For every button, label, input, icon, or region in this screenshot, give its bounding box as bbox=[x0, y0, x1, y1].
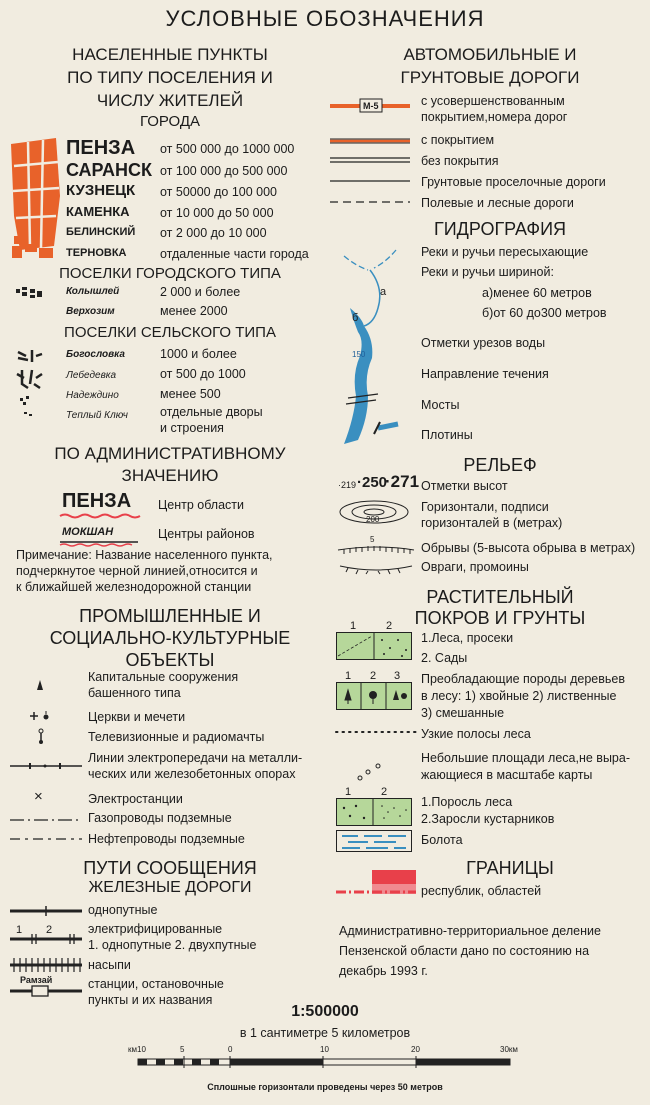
industrial-item-8: Газопроводы подземные bbox=[88, 811, 232, 825]
industrial-heading-2: СОЦИАЛЬНО-КУЛЬТУРНЫЕ bbox=[49, 628, 291, 648]
urban-range-1: 2 000 и более bbox=[160, 285, 241, 299]
scale-tick-4: 10 bbox=[320, 1045, 329, 1054]
rural-name-2: Лебедевка bbox=[66, 370, 117, 381]
scale-tick-6: 30км bbox=[500, 1045, 518, 1054]
admin-division-note-3: декабрь 1993 г. bbox=[339, 964, 428, 978]
industrial-heading-1: ПРОМЫШЛЕННЫЕ И bbox=[79, 606, 261, 626]
urban-name-2: Верхозим bbox=[66, 306, 115, 317]
industrial-item-9: Нефтепроводы подземные bbox=[88, 832, 245, 846]
radio-mast-icon bbox=[36, 728, 46, 744]
hydro-heading: ГИДРОГРАФИЯ bbox=[433, 219, 567, 239]
hydro-item-4: б)от 60 до300 метров bbox=[482, 306, 607, 320]
transport-heading: ПУТИ СООБЩЕНИЯ bbox=[83, 858, 257, 878]
admin-note-3: к ближайшей железнодорожной станции bbox=[16, 580, 252, 594]
tower-icon bbox=[36, 680, 44, 692]
contour-label: 200 bbox=[366, 515, 380, 524]
relief-item-1: Отметки высот bbox=[421, 479, 508, 493]
road-item-2: покрытием,номера дорог bbox=[421, 110, 568, 124]
transport-item-2: электрифицированные bbox=[88, 922, 223, 936]
road-item-6: Полевые и лесные дороги bbox=[421, 196, 574, 210]
water-elevation-label: 150 bbox=[352, 350, 366, 359]
transport-item-5: станции, остановочные bbox=[88, 977, 224, 991]
hydro-item-3: а)менее 60 метров bbox=[482, 286, 592, 300]
gas-pipeline-icon bbox=[10, 817, 82, 823]
road-item-4: без покрытия bbox=[421, 154, 499, 168]
river-label-a: а bbox=[380, 286, 387, 298]
rural-settlement-icon bbox=[14, 348, 44, 420]
border-icon bbox=[336, 870, 416, 900]
industrial-item-4: Телевизионные и радиомачты bbox=[88, 730, 265, 744]
roads-heading-1: АВТОМОБИЛЬНЫЕ И bbox=[403, 45, 577, 64]
hydro-item-1: Реки и ручьи пересыхающие bbox=[421, 245, 589, 259]
transport-item-4: насыпи bbox=[88, 958, 131, 972]
city-range-2: от 100 000 до 500 000 bbox=[160, 164, 288, 178]
transport-item-1: однопутные bbox=[88, 903, 158, 917]
rural-range-4-cont: и строения bbox=[160, 421, 224, 435]
dirt-road-icon bbox=[330, 179, 412, 183]
legend-title: УСЛОВНЫЕ ОБОЗНАЧЕНИЯ bbox=[165, 6, 485, 31]
vegetation-item-6: Узкие полосы леса bbox=[421, 727, 531, 741]
vegetation-heading-1: РАСТИТЕЛЬНЫЙ bbox=[426, 587, 574, 607]
relief-item-5: Овраги, промоины bbox=[421, 560, 529, 574]
urban-name-1: Колышлей bbox=[66, 286, 120, 297]
vegetation-item-1: 1.Леса, просеки bbox=[421, 631, 514, 645]
river-label-b: б bbox=[352, 312, 359, 324]
vegetation-item-5: 3) смешанные bbox=[421, 706, 505, 720]
border-label: республик, областей bbox=[421, 884, 542, 898]
vegetation-item-10: 2.Заросли кустарников bbox=[421, 812, 555, 826]
city-name-2: САРАНСК bbox=[66, 160, 152, 180]
vegetation-item-2: 2. Сады bbox=[421, 651, 468, 665]
station-name: Рамзай bbox=[20, 975, 53, 985]
borders-heading: ГРАНИЦЫ bbox=[466, 858, 554, 878]
scale-tick-5: 20 bbox=[411, 1045, 420, 1054]
scale-caption: в 1 сантиметре 5 километров bbox=[239, 1026, 411, 1040]
species-label-1: 1 bbox=[345, 670, 352, 682]
embankment-icon bbox=[10, 958, 82, 972]
city-name-3: КУЗНЕЦК bbox=[66, 182, 136, 199]
transport-item-3: 1. однопутные 2. двухпутные bbox=[88, 938, 257, 952]
city-name-5: БЕЛИНСКИЙ bbox=[66, 226, 136, 238]
industrial-item-5: Линии электропередачи на металли- bbox=[88, 751, 303, 765]
vegetation-item-9: 1.Поросль леса bbox=[421, 795, 513, 809]
industrial-item-3: Церкви и мечети bbox=[88, 710, 186, 724]
rail-num-2: 2 bbox=[46, 924, 53, 936]
relief-item-3: горизонталей в (метрах) bbox=[421, 516, 563, 530]
rail-heading: ЖЕЛЕЗНЫЕ ДОРОГИ bbox=[88, 879, 252, 896]
urban-heading: ПОСЕЛКИ ГОРОДСКОГО ТИПА bbox=[59, 265, 281, 282]
rural-name-4: Теплый Ключ bbox=[66, 410, 128, 421]
vegetation-item-11: Болота bbox=[421, 833, 463, 847]
admin-center-label: Центр области bbox=[158, 498, 245, 512]
species-label-3: 3 bbox=[394, 670, 401, 682]
relief-item-2: Горизонтали, подписи bbox=[421, 500, 549, 514]
city-range-1: от 500 000 до 1000 000 bbox=[160, 142, 295, 156]
height-mark-3: ·271 bbox=[385, 472, 420, 491]
city-outskirts-icon bbox=[12, 242, 58, 262]
relief-heading: РЕЛЬЕФ bbox=[463, 455, 537, 475]
city-name-4: КАМЕНКА bbox=[66, 204, 130, 219]
rural-name-3: Надеждино bbox=[66, 390, 119, 401]
industrial-item-6: ческих или железобетонных опорах bbox=[88, 767, 296, 781]
urban-settlement-icon bbox=[16, 287, 44, 303]
city-range-3: от 50000 до 100 000 bbox=[160, 185, 278, 199]
center-underline-icon bbox=[60, 513, 142, 519]
rail-num-1: 1 bbox=[16, 924, 23, 936]
district-underline-icon bbox=[60, 540, 140, 546]
hydro-item-8: Плотины bbox=[421, 428, 473, 442]
scale-ratio: 1:500000 bbox=[291, 1003, 359, 1020]
forest-strip-icon bbox=[336, 730, 416, 734]
rural-heading: ПОСЕЛКИ СЕЛЬСКОГО ТИПА bbox=[64, 324, 276, 341]
vegetation-item-8: жающиеся в масштабе карты bbox=[421, 768, 593, 782]
scale-footer: Сплошные горизонтали проведены через 50 метров bbox=[207, 1082, 443, 1092]
cliff-label: 5 bbox=[370, 535, 375, 544]
hydro-item-7: Мосты bbox=[421, 398, 460, 412]
power-line-icon bbox=[10, 762, 82, 770]
admin-district-name: МОКШАН bbox=[62, 526, 114, 538]
species-label-2: 2 bbox=[370, 670, 377, 682]
industrial-item-1: Капитальные сооружения bbox=[88, 670, 239, 684]
height-mark-1: ·219 bbox=[338, 480, 357, 490]
admin-heading-1: ПО АДМИНИСТРАТИВНОМУ bbox=[54, 444, 286, 463]
roads-heading-2: ГРУНТОВЫЕ ДОРОГИ bbox=[400, 68, 580, 87]
vegetation-item-4: в лесу: 1) хвойные 2) лиственные bbox=[421, 689, 617, 703]
tree-species-icon bbox=[336, 682, 412, 710]
cities-heading: ГОРОДА bbox=[139, 113, 201, 130]
single-track-rail-icon bbox=[10, 906, 82, 916]
admin-note-1: Примечание: Название населенного пункта, bbox=[16, 548, 273, 562]
field-road-icon bbox=[330, 200, 412, 204]
city-range-6: отдаленные части города bbox=[160, 247, 309, 261]
vegetation-item-3: Преобладающие породы деревьев bbox=[421, 672, 625, 686]
transport-item-6: пункты и их названия bbox=[88, 993, 213, 1007]
electrified-rail-icon bbox=[10, 934, 82, 944]
industrial-item-2: башенного типа bbox=[88, 686, 181, 700]
urban-range-2: менее 2000 bbox=[160, 304, 228, 318]
height-mark-2: ·250 bbox=[357, 474, 388, 491]
scale-tick-3: 0 bbox=[228, 1045, 233, 1054]
scale-bar bbox=[138, 1056, 518, 1070]
rural-name-1: Богословка bbox=[66, 349, 125, 360]
settlements-subheading-2: ЧИСЛУ ЖИТЕЛЕЙ bbox=[96, 91, 244, 110]
admin-district-label: Центры районов bbox=[158, 527, 255, 541]
city-name-1: ПЕНЗА bbox=[66, 137, 136, 159]
admin-note-2: подчеркнутое черной линией,относится и bbox=[16, 564, 258, 578]
industrial-heading-3: ОБЪЕКТЫ bbox=[125, 650, 215, 670]
river-icon bbox=[334, 248, 414, 448]
admin-division-note-1: Административно-территориальное деление bbox=[339, 924, 601, 938]
hydro-item-2: Реки и ручьи шириной: bbox=[421, 265, 554, 279]
rural-range-3: менее 500 bbox=[160, 387, 221, 401]
shrub-box-label-2: 2 bbox=[381, 786, 388, 798]
settlements-subheading-1: ПО ТИПУ ПОСЕЛЕНИЯ И bbox=[67, 68, 273, 87]
rural-range-1: 1000 и более bbox=[160, 347, 237, 361]
ravine-icon bbox=[336, 560, 416, 574]
forest-box-label-2: 2 bbox=[386, 620, 393, 632]
city-range-4: от 10 000 до 50 000 bbox=[160, 206, 274, 220]
admin-division-note-2: Пензенской области дано по состоянию на bbox=[339, 944, 590, 958]
oil-pipeline-icon bbox=[10, 836, 82, 842]
cliff-icon bbox=[336, 544, 416, 558]
vegetation-item-7: Небольшие площади леса,не выра- bbox=[421, 751, 630, 765]
unpaved-road-icon bbox=[330, 157, 412, 163]
church-mosque-icon bbox=[30, 710, 52, 722]
hydro-item-5: Отметки урезов воды bbox=[421, 336, 546, 350]
station-icon bbox=[10, 985, 82, 997]
road-number: М-5 bbox=[363, 101, 379, 111]
admin-center-name: ПЕНЗА bbox=[62, 490, 132, 512]
road-item-5: Грунтовые проселочные дороги bbox=[421, 175, 606, 189]
shrub-box-label-1: 1 bbox=[345, 786, 352, 798]
road-item-3: с покрытием bbox=[421, 133, 495, 147]
rural-range-4: отдельные дворы bbox=[160, 405, 263, 419]
industrial-item-7: Электростанции bbox=[88, 792, 183, 806]
rural-range-2: от 500 до 1000 bbox=[160, 367, 246, 381]
scale-tick-1: км10 bbox=[128, 1045, 146, 1054]
forest-box-label-1: 1 bbox=[350, 620, 357, 632]
vegetation-heading-2: ПОКРОВ И ГРУНТЫ bbox=[414, 608, 586, 628]
paved-road-icon bbox=[330, 137, 412, 145]
city-range-5: от 2 000 до 10 000 bbox=[160, 226, 267, 240]
scale-tick-2: 5 bbox=[180, 1045, 185, 1054]
forest-clearing-icon bbox=[336, 632, 412, 660]
city-blocks-icon bbox=[8, 136, 64, 258]
swamp-icon bbox=[338, 832, 410, 850]
admin-heading-2: ЗНАЧЕНИЮ bbox=[121, 466, 219, 485]
shrub-icon bbox=[336, 798, 412, 826]
road-item-1: с усовершенствованным bbox=[421, 94, 565, 108]
relief-item-4: Обрывы (5-высота обрыва в метрах) bbox=[421, 541, 636, 555]
city-name-6: ТЕРНОВКА bbox=[66, 247, 127, 259]
small-forest-icon bbox=[356, 762, 386, 782]
power-station-icon: × bbox=[34, 788, 43, 805]
hydro-item-6: Направление течения bbox=[421, 367, 549, 381]
settlements-heading: НАСЕЛЕННЫЕ ПУНКТЫ bbox=[72, 45, 268, 64]
